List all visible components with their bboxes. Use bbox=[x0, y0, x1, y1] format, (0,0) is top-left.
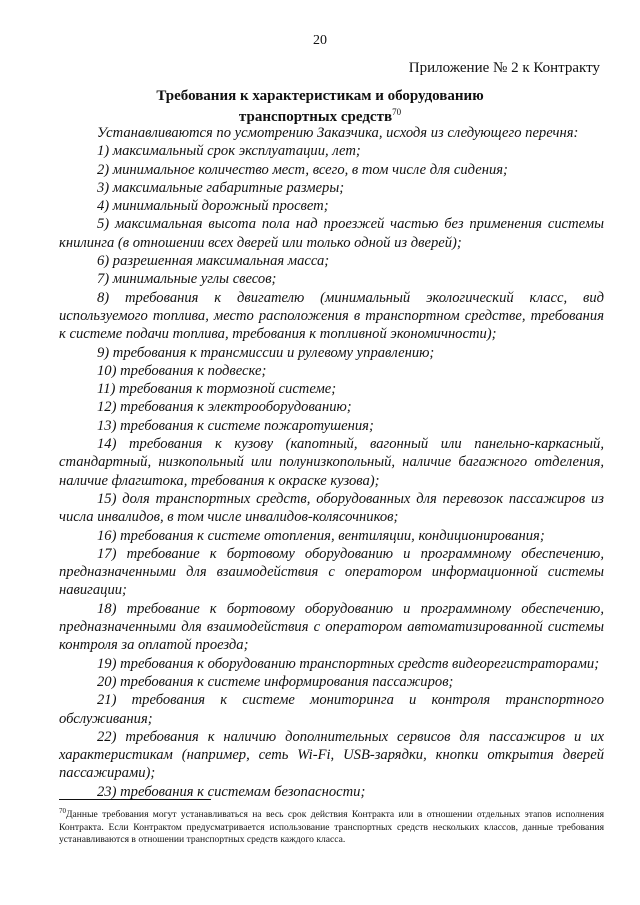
list-item: 1) максимальный срок эксплуатации, лет; bbox=[97, 143, 361, 160]
title-line-2-text: транспортных средств bbox=[238, 109, 393, 125]
footnote bbox=[59, 805, 604, 846]
list-item: 19) требования к оборудованию транспортных средств видеорегистраторами; bbox=[97, 655, 600, 672]
list-item: 4) минимальный дорожный просвет; bbox=[97, 198, 329, 215]
list-item: 17) требование к бортовому оборудованию и программному обеспечению, предназначенными для взаимодействия с оператором информационной системы навигации; bbox=[59, 545, 604, 599]
list-item: 3) максимальные габаритные размеры; bbox=[97, 179, 345, 196]
list-item: 20) требования к системе информирования пассажиров; bbox=[97, 673, 454, 690]
list-item: 13) требования к системе пожаротушения; bbox=[97, 417, 374, 434]
list-item: 7) минимальные углы свесов; bbox=[97, 271, 277, 288]
list-item: 11) требования к тормозной системе; bbox=[97, 381, 337, 398]
list-item: 22) требования к наличию дополнительных сервисов для пассажиров и их характеристикам (например, сеть Wi-Fi, USB-зарядки, кнопки открытия дверей пассажирами); bbox=[59, 728, 604, 782]
list-item: 8) требования к двигателю (минимальный экологический класс, вид используемого топлива, место расположения в транспортном средстве, требования к системе подачи топлива, требования к топливной экономичности); bbox=[59, 289, 604, 343]
list-item: 21) требования к системе мониторинга и контроля транспортного обслуживания; bbox=[59, 692, 604, 727]
appendix-label: Приложение № 2 к Контракту bbox=[408, 60, 600, 76]
footnote-divider bbox=[59, 799, 211, 800]
list-item: 16) требования к системе отопления, вентиляции, кондиционирования; bbox=[97, 527, 545, 544]
footnote-marker: 70 bbox=[59, 807, 66, 815]
list-item: 6) разрешенная максимальная масса; bbox=[97, 253, 330, 270]
list-item: 12) требования к электрооборудованию; bbox=[97, 399, 352, 416]
title-line-1: Требования к характеристикам и оборудованию bbox=[156, 88, 484, 104]
requirements-list bbox=[59, 124, 604, 801]
list-item: 18) требование к бортовому оборудованию и программному обеспечению, предназначенными для взаимодействия с оператором автоматизированной системы контроля за оплатой проезда; bbox=[59, 600, 604, 654]
intro-paragraph: Устанавливаются по усмотрению Заказчика, исходя из следующего перечня: bbox=[97, 125, 579, 141]
list-item: 10) требования к подвеске; bbox=[97, 362, 267, 379]
list-item: 15) доля транспортных средств, оборудованных для перевозок пассажиров из числа инвалидов, в том числе инвалидов-колясочников; bbox=[59, 490, 604, 526]
list-item: 9) требования к трансмиссии и рулевому управлению; bbox=[97, 344, 435, 361]
title-line-2 bbox=[0, 104, 640, 125]
title-footnote-ref: 70 bbox=[392, 107, 402, 117]
page-number: 20 bbox=[313, 33, 327, 48]
list-item: 2) минимальное количество мест, всего, в том числе для сидения; bbox=[97, 161, 508, 178]
footnote-text: Данные требования могут устанавливаться на весь срок действия Контракта или в отношении отдельных этапов исполнения Контракта. Если Контрактом предусматривается использование транспортных средств нескольких классов, данные требования устанавливаются в отношении транспортных средств каждого класса. bbox=[59, 809, 604, 845]
list-item: 5) максимальная высота пола над проезжей частью без применения системы книлинга (в отношении всех дверей или только одной из дверей); bbox=[59, 216, 604, 251]
document-title bbox=[0, 88, 640, 125]
list-item: 14) требования к кузову (капотный, вагонный или панельно-каркасный, стандартный, низкопольный или полунизкопольный, наличие багажного отделения, наличие флагштока, требования к окраске кузова); bbox=[59, 436, 604, 489]
list-item: 23) требования к системам безопасности; bbox=[97, 783, 366, 800]
